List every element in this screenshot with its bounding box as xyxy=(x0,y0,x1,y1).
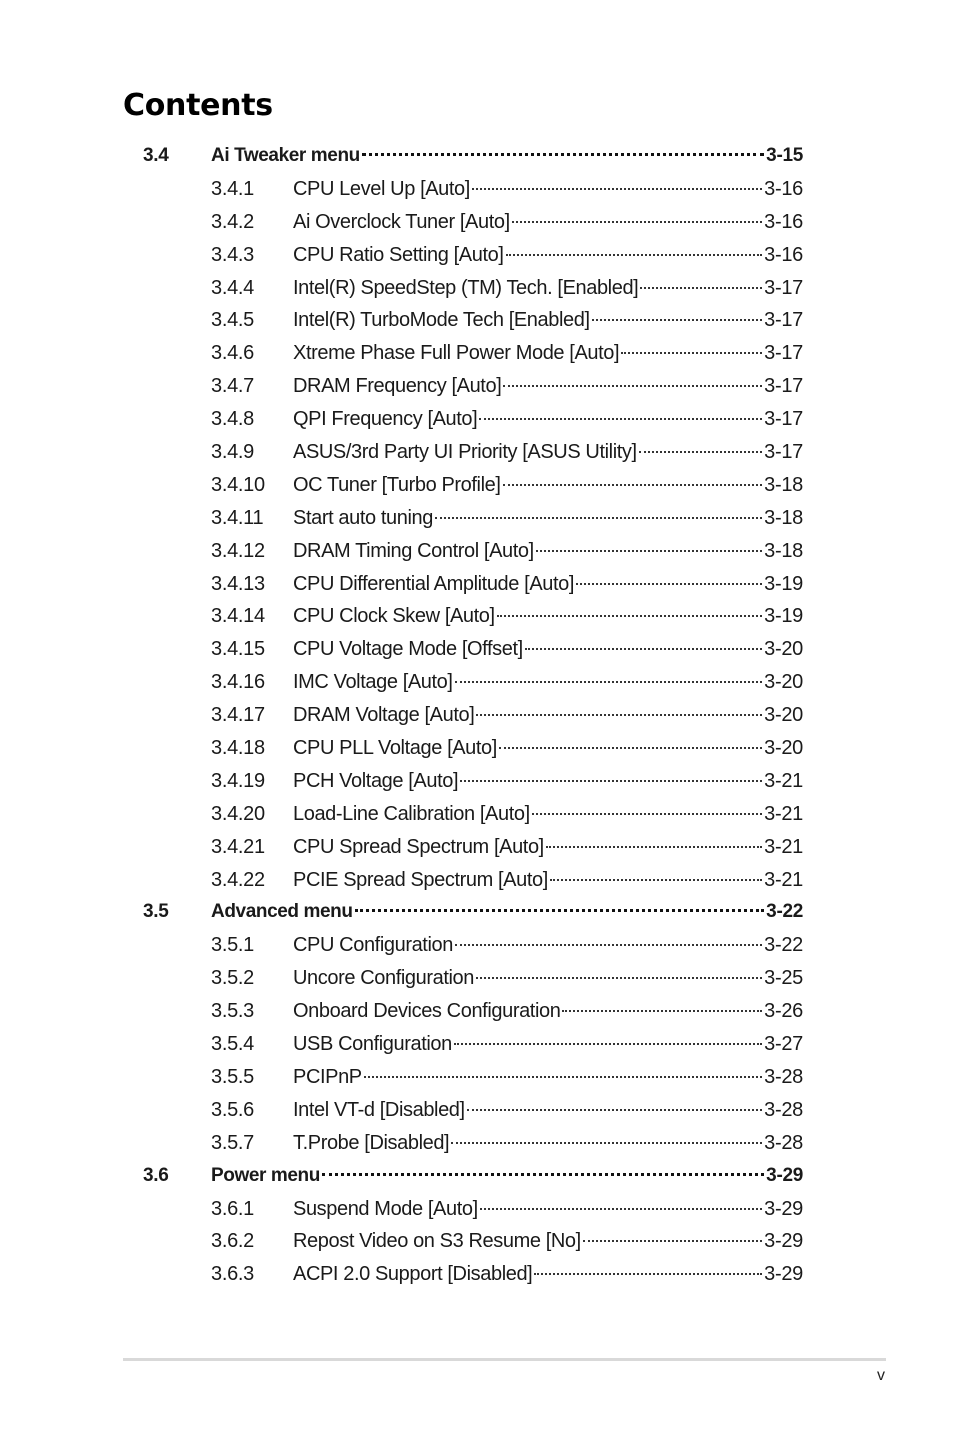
toc-entry-page: 3-17 xyxy=(764,342,803,365)
dot-leader xyxy=(355,909,765,912)
toc-subsection-entry[interactable] xyxy=(0,1127,954,1160)
toc-subsection-entry[interactable] xyxy=(0,370,954,403)
toc-entry-title: PCH Voltage [Auto] xyxy=(293,769,459,792)
toc-entry-line xyxy=(293,831,803,864)
toc-entry-number: 3.6.1 xyxy=(211,1197,254,1220)
dot-leader xyxy=(364,1076,762,1078)
dot-leader xyxy=(467,1109,762,1111)
toc-entry-title: DRAM Timing Control [Auto] xyxy=(293,539,534,562)
toc-subsection-entry[interactable] xyxy=(0,304,954,337)
toc-subsection-entry[interactable] xyxy=(0,831,954,864)
toc-entry-line xyxy=(293,798,803,831)
toc-entry-line xyxy=(293,1258,803,1291)
toc-entry-line xyxy=(293,600,803,633)
toc-subsection-entry[interactable] xyxy=(0,732,954,765)
dot-leader xyxy=(476,977,762,979)
toc-entry-number: 3.4.1 xyxy=(211,177,254,200)
toc-entry-title: Power menu xyxy=(211,1164,320,1186)
toc-entry-number: 3.4.15 xyxy=(211,638,265,661)
toc-entry-line xyxy=(211,1160,803,1193)
toc-entry-number: 3.5 xyxy=(143,901,169,923)
toc-entry-page: 3-29 xyxy=(764,1230,803,1253)
toc-entry-page: 3-22 xyxy=(764,934,803,957)
toc-subsection-entry[interactable] xyxy=(0,173,954,206)
dot-leader xyxy=(592,319,763,321)
toc-entry-number: 3.4.5 xyxy=(211,309,254,332)
toc-entry-line xyxy=(293,535,803,568)
toc-entry-page: 3-17 xyxy=(764,408,803,431)
toc-section-entry[interactable] xyxy=(0,1160,954,1193)
dot-leader xyxy=(497,615,762,617)
toc-subsection-entry[interactable] xyxy=(0,436,954,469)
toc-subsection-entry[interactable] xyxy=(0,502,954,535)
toc-entry-line xyxy=(293,173,803,206)
toc-subsection-entry[interactable] xyxy=(0,403,954,436)
toc-entry-line xyxy=(293,666,803,699)
toc-entry-number: 3.5.4 xyxy=(211,1033,254,1056)
dot-leader xyxy=(480,1208,762,1210)
toc-entry-number: 3.4 xyxy=(143,145,169,166)
toc-subsection-entry[interactable] xyxy=(0,929,954,962)
dot-leader xyxy=(455,944,762,946)
toc-subsection-entry[interactable] xyxy=(0,272,954,305)
toc-entry-number: 3.4.21 xyxy=(211,835,265,858)
toc-subsection-entry[interactable] xyxy=(0,1225,954,1258)
toc-entry-line xyxy=(293,765,803,798)
dot-leader xyxy=(536,550,762,552)
toc-subsection-entry[interactable] xyxy=(0,337,954,370)
dot-leader xyxy=(503,385,762,387)
toc-subsection-entry[interactable] xyxy=(0,1193,954,1226)
toc-entry-line xyxy=(211,140,803,173)
toc-entry-title: QPI Frequency [Auto] xyxy=(293,408,478,431)
dot-leader xyxy=(562,1010,762,1012)
toc-entry-line xyxy=(293,929,803,962)
toc-entry-title: PCIPnP xyxy=(293,1065,362,1088)
toc-entry-title: ASUS/3rd Party UI Priority [ASUS Utility] xyxy=(293,441,637,464)
toc-entry-page: 3-18 xyxy=(764,473,803,496)
toc-entry-number: 3.4.2 xyxy=(211,210,254,233)
toc-entry-line xyxy=(293,1094,803,1127)
dot-leader xyxy=(534,1273,762,1275)
toc-subsection-entry[interactable] xyxy=(0,1094,954,1127)
toc-entry-page: 3-15 xyxy=(766,145,803,166)
toc-entry-number: 3.4.11 xyxy=(211,506,264,529)
toc-entry-page: 3-29 xyxy=(766,1164,803,1186)
dot-leader xyxy=(576,583,762,585)
toc-entry-page: 3-29 xyxy=(764,1197,803,1220)
toc-subsection-entry[interactable] xyxy=(0,206,954,239)
toc-subsection-entry[interactable] xyxy=(0,469,954,502)
dot-leader xyxy=(546,846,762,848)
dot-leader xyxy=(512,221,762,223)
toc-entry-page: 3-17 xyxy=(764,309,803,332)
dot-leader xyxy=(472,188,762,190)
toc-entry-number: 3.4.3 xyxy=(211,243,254,266)
footer-page-number: v xyxy=(877,1367,885,1384)
toc-entry-line xyxy=(293,1193,803,1226)
toc-entry-page: 3-21 xyxy=(764,802,803,825)
toc-entry-page: 3-26 xyxy=(764,1000,803,1023)
toc-entry-number: 3.4.12 xyxy=(211,539,265,562)
toc-entry-line xyxy=(293,469,803,502)
toc-subsection-entry[interactable] xyxy=(0,1061,954,1094)
dot-leader xyxy=(525,648,762,650)
toc-entry-title: Uncore Configuration xyxy=(293,967,474,990)
toc-entry-title: Intel VT-d [Disabled] xyxy=(293,1098,465,1121)
dot-leader xyxy=(506,254,763,256)
toc-entry-page: 3-16 xyxy=(764,177,803,200)
toc-entry-number: 3.4.8 xyxy=(211,408,254,431)
table-of-contents xyxy=(0,140,954,1291)
toc-entry-number: 3.5.1 xyxy=(211,934,254,957)
toc-entry-number: 3.5.2 xyxy=(211,967,254,990)
toc-entry-line xyxy=(293,1061,803,1094)
toc-entry-title: Advanced menu xyxy=(211,901,353,923)
dot-leader xyxy=(503,484,763,486)
toc-entry-title: CPU Clock Skew [Auto] xyxy=(293,605,495,628)
dot-leader xyxy=(621,352,762,354)
toc-entry-title: IMC Voltage [Auto] xyxy=(293,671,453,694)
toc-entry-number: 3.4.17 xyxy=(211,704,265,727)
toc-entry-number: 3.4.22 xyxy=(211,868,265,891)
toc-entry-title: Load-Line Calibration [Auto] xyxy=(293,802,530,825)
toc-entry-number: 3.4.14 xyxy=(211,605,265,628)
toc-entry-page: 3-20 xyxy=(764,671,803,694)
dot-leader xyxy=(455,681,763,683)
dot-leader xyxy=(451,1142,762,1144)
toc-entry-line xyxy=(293,272,803,305)
toc-entry-title: CPU Spread Spectrum [Auto] xyxy=(293,835,544,858)
toc-entry-number: 3.5.5 xyxy=(211,1065,254,1088)
toc-entry-number: 3.4.19 xyxy=(211,769,265,792)
toc-subsection-entry[interactable] xyxy=(0,568,954,601)
toc-entry-title: USB Configuration xyxy=(293,1033,452,1056)
toc-entry-line xyxy=(293,995,803,1028)
toc-entry-line xyxy=(293,304,803,337)
dot-leader xyxy=(640,287,762,289)
toc-entry-page: 3-18 xyxy=(764,506,803,529)
toc-subsection-entry[interactable] xyxy=(0,798,954,831)
toc-entry-page: 3-18 xyxy=(764,539,803,562)
toc-entry-line xyxy=(293,732,803,765)
toc-entry-number: 3.5.6 xyxy=(211,1098,254,1121)
toc-entry-number: 3.4.13 xyxy=(211,572,265,595)
toc-entry-line xyxy=(293,370,803,403)
toc-entry-page: 3-17 xyxy=(764,375,803,398)
toc-entry-page: 3-17 xyxy=(764,276,803,299)
toc-entry-title: Xtreme Phase Full Power Mode [Auto] xyxy=(293,342,620,365)
toc-entry-title: DRAM Voltage [Auto] xyxy=(293,704,475,727)
toc-entry-title: PCIE Spread Spectrum [Auto] xyxy=(293,868,548,891)
dot-leader xyxy=(322,1173,764,1176)
toc-entry-title: CPU PLL Voltage [Auto] xyxy=(293,737,497,760)
dot-leader xyxy=(476,714,762,716)
dot-leader xyxy=(435,517,762,519)
toc-entry-page: 3-16 xyxy=(764,210,803,233)
toc-entry-title: CPU Ratio Setting [Auto] xyxy=(293,243,504,266)
toc-entry-number: 3.4.9 xyxy=(211,441,254,464)
toc-entry-page: 3-20 xyxy=(764,638,803,661)
toc-entry-page: 3-21 xyxy=(764,835,803,858)
toc-entry-page: 3-21 xyxy=(764,868,803,891)
toc-subsection-entry[interactable] xyxy=(0,765,954,798)
toc-entry-line xyxy=(293,568,803,601)
toc-entry-title: Suspend Mode [Auto] xyxy=(293,1197,478,1220)
toc-subsection-entry[interactable] xyxy=(0,535,954,568)
toc-subsection-entry[interactable] xyxy=(0,962,954,995)
dot-leader xyxy=(550,879,762,881)
dot-leader xyxy=(362,153,764,156)
toc-subsection-entry[interactable] xyxy=(0,1028,954,1061)
toc-entry-page: 3-28 xyxy=(764,1098,803,1121)
toc-entry-number: 3.4.6 xyxy=(211,342,254,365)
toc-entry-number: 3.5.7 xyxy=(211,1131,254,1154)
toc-entry-line xyxy=(293,1127,803,1160)
dot-leader xyxy=(583,1240,762,1242)
toc-entry-line xyxy=(293,962,803,995)
footer-divider xyxy=(123,1358,886,1361)
toc-entry-line xyxy=(293,403,803,436)
toc-entry-title: Start auto tuning xyxy=(293,506,433,529)
dot-leader xyxy=(499,747,762,749)
toc-entry-number: 3.4.16 xyxy=(211,671,265,694)
toc-section-entry[interactable] xyxy=(0,140,954,173)
dot-leader xyxy=(460,780,762,782)
toc-entry-number: 3.4.4 xyxy=(211,276,254,299)
toc-entry-number: 3.6 xyxy=(143,1164,169,1186)
toc-entry-number: 3.4.10 xyxy=(211,473,265,496)
toc-entry-title: ACPI 2.0 Support [Disabled] xyxy=(293,1263,533,1286)
toc-entry-title: T.Probe [Disabled] xyxy=(293,1131,450,1154)
toc-section-entry[interactable] xyxy=(0,896,954,929)
toc-subsection-entry[interactable] xyxy=(0,600,954,633)
toc-entry-number: 3.4.7 xyxy=(211,375,254,398)
toc-subsection-entry[interactable] xyxy=(0,239,954,272)
toc-entry-line xyxy=(293,1028,803,1061)
toc-entry-line xyxy=(211,896,803,929)
toc-entry-line xyxy=(293,337,803,370)
toc-entry-title: CPU Differential Amplitude [Auto] xyxy=(293,572,575,595)
toc-subsection-entry[interactable] xyxy=(0,995,954,1028)
toc-entry-page: 3-22 xyxy=(766,901,803,923)
toc-entry-page: 3-21 xyxy=(764,769,803,792)
toc-entry-page: 3-16 xyxy=(764,243,803,266)
toc-entry-line xyxy=(293,206,803,239)
toc-entry-page: 3-29 xyxy=(764,1263,803,1286)
toc-entry-number: 3.6.3 xyxy=(211,1263,254,1286)
toc-entry-title: Ai Tweaker menu xyxy=(211,145,360,166)
toc-subsection-entry[interactable] xyxy=(0,699,954,732)
page-title: Contents xyxy=(123,88,273,123)
toc-entry-title: CPU Level Up [Auto] xyxy=(293,177,470,200)
toc-entry-page: 3-28 xyxy=(764,1065,803,1088)
toc-entry-title: Ai Overclock Tuner [Auto] xyxy=(293,210,510,233)
toc-entry-title: CPU Configuration xyxy=(293,934,453,957)
toc-subsection-entry[interactable] xyxy=(0,1258,954,1291)
toc-entry-page: 3-27 xyxy=(764,1033,803,1056)
toc-entry-title: Intel(R) TurboMode Tech [Enabled] xyxy=(293,309,590,332)
toc-entry-line xyxy=(293,502,803,535)
toc-entry-line xyxy=(293,699,803,732)
dot-leader xyxy=(532,813,762,815)
toc-entry-title: DRAM Frequency [Auto] xyxy=(293,375,502,398)
dot-leader xyxy=(639,451,762,453)
toc-entry-line xyxy=(293,239,803,272)
toc-entry-title: OC Tuner [Turbo Profile] xyxy=(293,473,501,496)
toc-entry-title: Onboard Devices Configuration xyxy=(293,1000,561,1023)
toc-entry-line xyxy=(293,864,803,897)
toc-entry-page: 3-25 xyxy=(764,967,803,990)
toc-subsection-entry[interactable] xyxy=(0,633,954,666)
toc-entry-page: 3-28 xyxy=(764,1131,803,1154)
toc-entry-line xyxy=(293,436,803,469)
toc-entry-title: CPU Voltage Mode [Offset] xyxy=(293,638,523,661)
toc-subsection-entry[interactable] xyxy=(0,666,954,699)
toc-entry-page: 3-20 xyxy=(764,737,803,760)
toc-entry-page: 3-20 xyxy=(764,704,803,727)
dot-leader xyxy=(454,1043,762,1045)
toc-entry-number: 3.6.2 xyxy=(211,1230,254,1253)
toc-entry-line xyxy=(293,1225,803,1258)
toc-entry-line xyxy=(293,633,803,666)
toc-entry-title: Repost Video on S3 Resume [No] xyxy=(293,1230,581,1253)
toc-subsection-entry[interactable] xyxy=(0,864,954,897)
toc-entry-page: 3-17 xyxy=(764,441,803,464)
dot-leader xyxy=(479,418,762,420)
toc-entry-number: 3.4.20 xyxy=(211,802,265,825)
toc-entry-title: Intel(R) SpeedStep (TM) Tech. [Enabled] xyxy=(293,276,639,299)
toc-entry-page: 3-19 xyxy=(764,605,803,628)
toc-entry-page: 3-19 xyxy=(764,572,803,595)
toc-entry-number: 3.5.3 xyxy=(211,1000,254,1023)
toc-entry-number: 3.4.18 xyxy=(211,737,265,760)
